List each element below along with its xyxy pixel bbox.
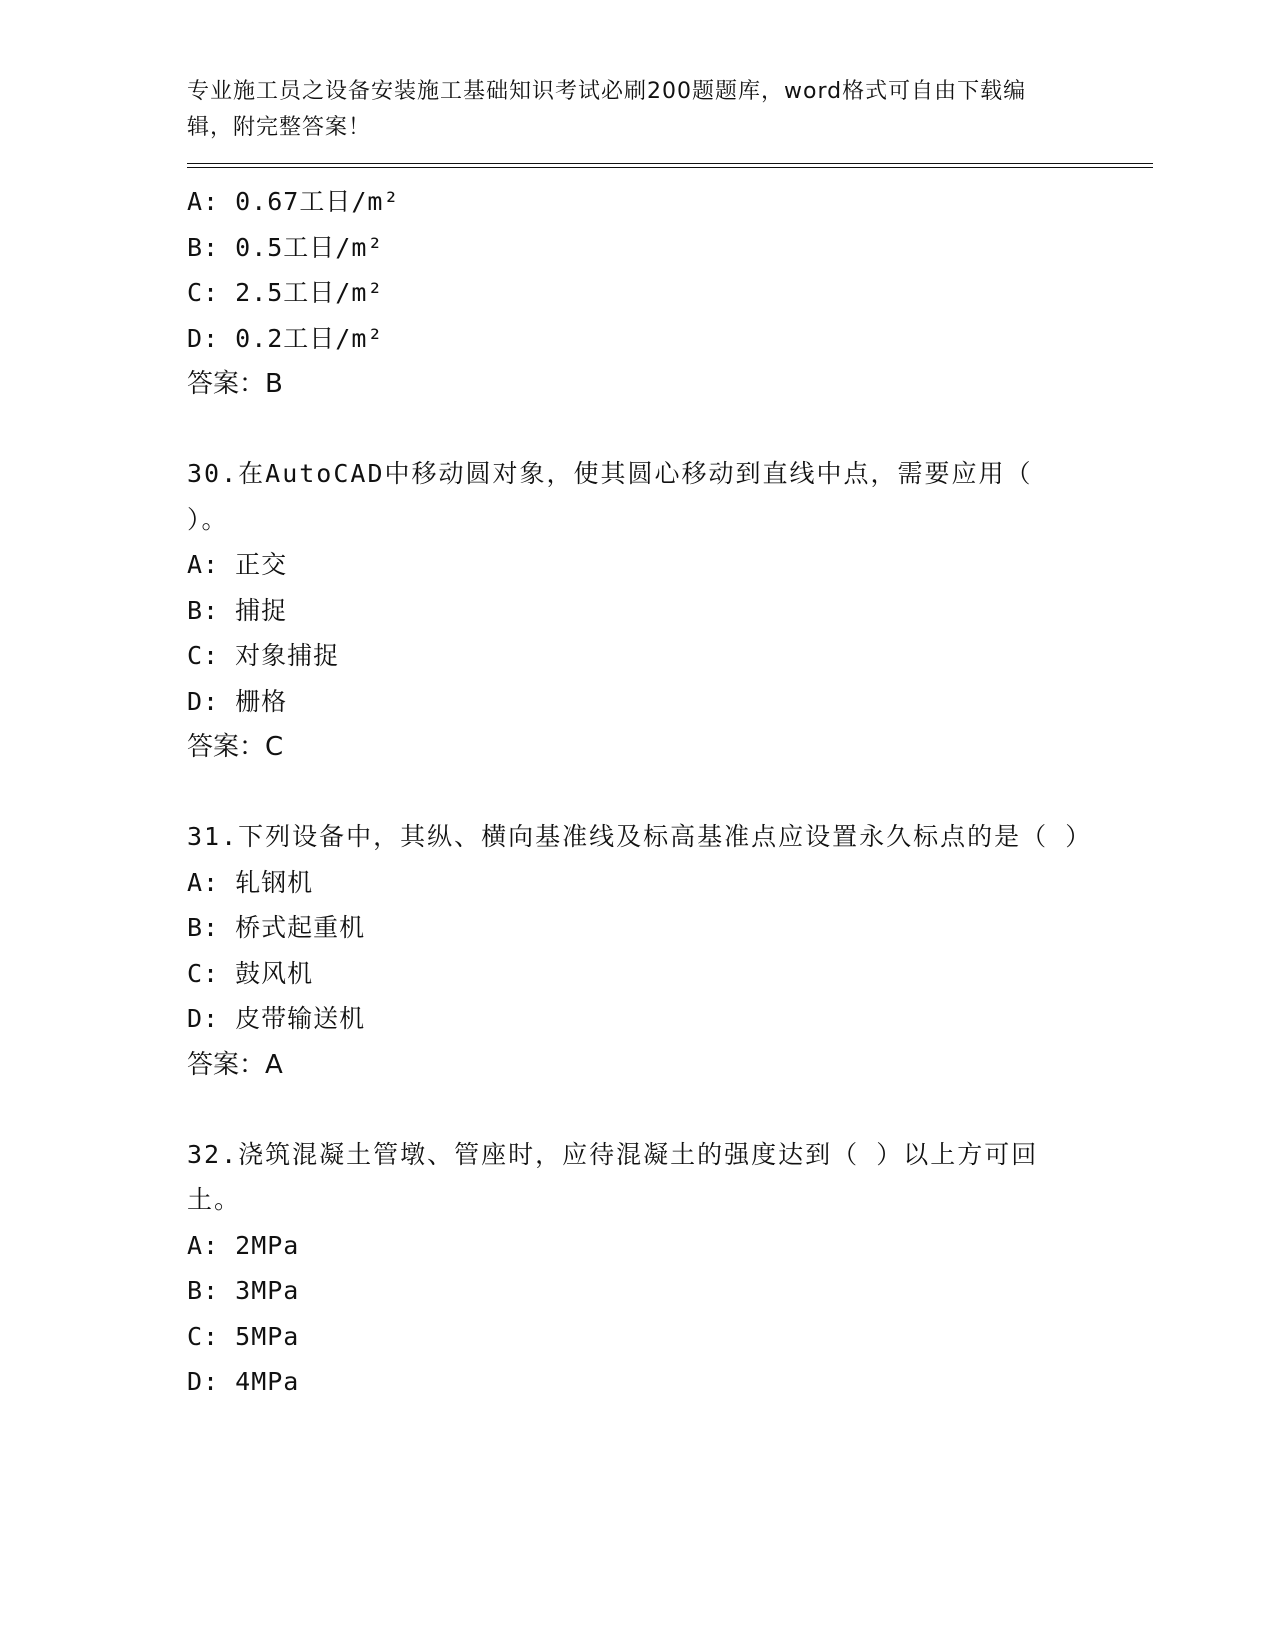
option-b: B: 0.5工日/m²	[187, 232, 384, 262]
option-a: A: 轧钢机	[187, 867, 314, 897]
option-c: C: 鼓风机	[187, 958, 314, 988]
option-c: C: 2.5工日/m²	[187, 278, 384, 307]
divider-line-bottom	[187, 167, 1153, 168]
answer-line: 答案：C	[187, 732, 284, 762]
question-32	[187, 1132, 1147, 1405]
header-divider	[187, 163, 1147, 169]
question-text: 31.下列设备中，其纵、横向基准线及标高基准点应设置永久标点的是（ ）	[187, 822, 1093, 851]
question-31	[187, 814, 1147, 1088]
question-text: 32.浇筑混凝土管墩、管座时，应待混凝土的强度达到（ ）以上方可回土。	[187, 1139, 1039, 1214]
question-text: 30.在AutoCAD中移动圆对象，使其圆心移动到直线中点，需要应用（ ）。	[187, 459, 1033, 534]
option-b: B: 捕捉	[187, 595, 288, 625]
option-b: B: 桥式起重机	[187, 913, 366, 942]
answer-line: 答案：B	[187, 369, 283, 399]
question-30	[187, 451, 1147, 770]
option-b: B: 3MPa	[187, 1276, 300, 1305]
document-header: 专业施工员之设备安装施工基础知识考试必刷200题题库，word格式可自由下载编辑，附完整答案！	[187, 79, 1027, 140]
option-c: C: 5MPa	[187, 1321, 300, 1351]
option-a: A: 0.67工日/m²	[187, 187, 400, 216]
option-d: D: 0.2工日/m²	[187, 323, 384, 353]
answer-line: 答案：A	[187, 1049, 283, 1080]
divider-line-top	[187, 163, 1153, 164]
option-d: D: 栅格	[187, 686, 288, 716]
option-d: D: 4MPa	[187, 1367, 300, 1396]
option-a: A: 正交	[187, 550, 288, 579]
option-d: D: 皮带输送机	[187, 1004, 366, 1033]
option-a: A: 2MPa	[187, 1230, 300, 1260]
prev-question-block	[187, 179, 1147, 407]
option-c: C: 对象捕捉	[187, 641, 340, 670]
document-page	[187, 74, 1147, 1405]
